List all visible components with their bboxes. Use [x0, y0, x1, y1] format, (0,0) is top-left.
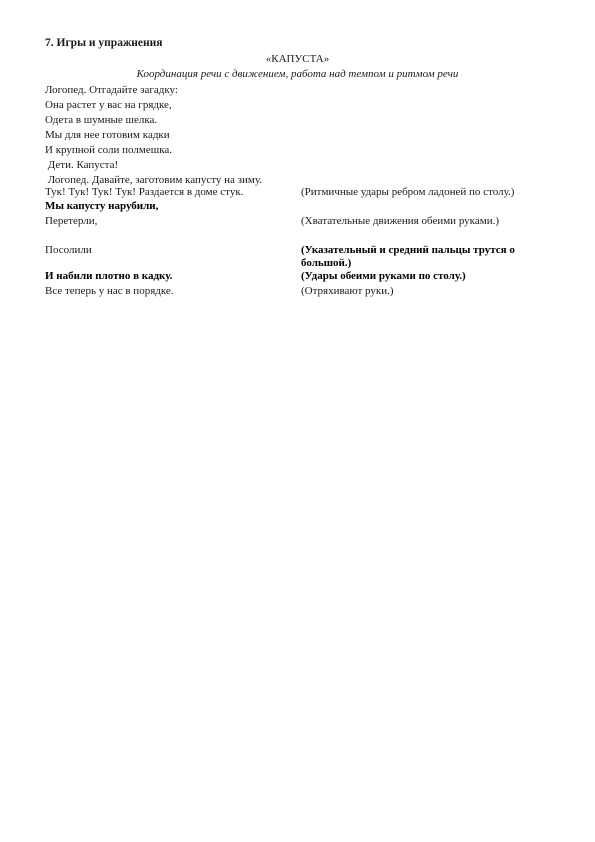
intro-line: И крупной соли полмешка.	[45, 144, 173, 156]
verse-line: Тук! Тук! Тук! Тук! Раздается в доме стук.	[45, 186, 244, 198]
intro-line: Дети. Капуста!	[45, 159, 119, 171]
intro-line: Логопед. Отгадайте загадку:	[45, 84, 178, 96]
action-note: (Указательный и средний пальцы трутся о большой.)	[301, 244, 515, 269]
intro-line: Логопед. Давайте, заготовим капусту на зиму.	[45, 174, 263, 186]
game-title: «КАПУСТА»	[265, 53, 330, 65]
verse-line: И набили плотно в кадку.	[45, 270, 173, 282]
action-note: (Ритмичные удары ребром ладоней по столу.)	[301, 186, 515, 198]
intro-line: Мы для нее готовим кадки	[45, 129, 170, 141]
verse-line: Мы капусту нарубили,	[45, 200, 159, 212]
action-note: (Удары обеими руками по столу.)	[301, 270, 466, 282]
section-heading: 7. Игры и упражнения	[45, 37, 163, 49]
verse-line: Перетерли,	[45, 215, 98, 227]
action-note: (Хватательные движения обеими руками.)	[301, 215, 499, 227]
action-note: (Отряхивают руки.)	[301, 285, 394, 297]
game-subtitle: Координация речи с движением, работа над темпом и ритмом речи	[136, 68, 459, 80]
verse-line: Все теперь у нас в порядке.	[45, 285, 174, 297]
verse-line: Посолили	[45, 244, 92, 256]
intro-line: Она растет у вас на грядке,	[45, 99, 172, 111]
intro-line: Одета в шумные шелка.	[45, 114, 158, 126]
